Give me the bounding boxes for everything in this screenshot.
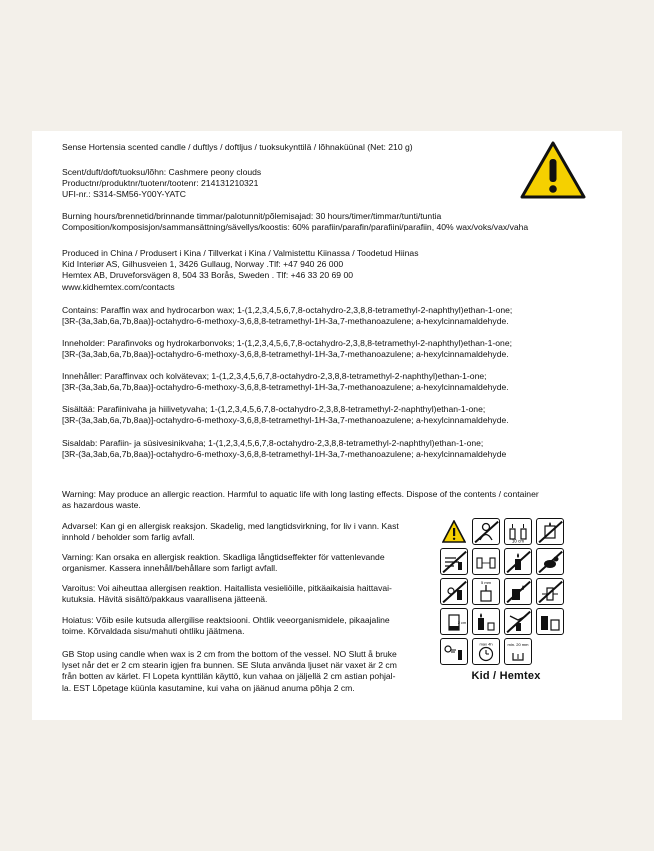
- contains-en: Contains: Paraffin wax and hydrocarbon wax; 1-(1,2,3,4,5,6,7,8-octahydro-2,3,8,8-tetramethyl-2-naphthyl)ethan-1-one; [3R-(3a,3ab,6a,7b,8aa)]-octahydro-6-methoxy-3,6,8,8-tetramethyl-1H-3a,7-methanoazulene; a-hexylcinnamaldehyde.: [62, 305, 513, 327]
- product-label: [32, 131, 622, 720]
- min-label: min. 20 mm: [507, 642, 529, 647]
- no-extinguish-water-icon: [504, 608, 532, 635]
- distance-label: 10 cm: [511, 538, 525, 543]
- contains-se: Innehåller: Paraffinvax och kolvätevax; 1-(1,2,3,4,5,6,7,8-octahydro-2,3,8,8-tetramethyl-2-naphthyl)ethan-1-one; [3R-(3a,3ab,6a,7b,8aa)]-octahydro-6-methoxy-3,6,8,8-tetramethyl-1H-3a,7-methanoazulene; a-hexylcinnamaldehyde.: [62, 371, 509, 393]
- stop-using-notice: GB Stop using candle when wax is 2 cm from the bottom of the vessel. NO Slutt å bruke lyset når det er 2 cm stearin igjen fra bunnen. SE Sluta använda ljuset när vaxet är 2 cm från botten av kärlet. FI Lopeta kynttilän käyttö, kun vahaa on jäljellä 2 cm astian pohjal- la. EST Lõpetage küünla kasutamine, kui vaha on jäänud anuma põhja 2 cm.: [62, 649, 397, 693]
- min-wax-icon: [504, 638, 532, 665]
- stop-burning-icon: [472, 608, 500, 635]
- warning-fi: Varoitus: Voi aiheuttaa allergisen reaktion. Haitallista vesieliöille, pitkäaikaisia haittavai- kutuksia. Hävitä sisältö/pakkaus vaarallisena jätteenä.: [62, 583, 392, 605]
- warning-en: Warning: May produce an allergic reaction. Harmful to aquatic life with long lasting effects. Dispose of the contents / container as hazardous waste.: [62, 489, 539, 511]
- warning-se: Varning: Kan orsaka en allergisk reaktion. Skadliga långtidseffekter för vattenlevande organismer. Kassera innehåll/behållare som farligt avfall.: [62, 552, 385, 574]
- no-sun-icon: [440, 578, 468, 605]
- no-unattended-icon: [504, 548, 532, 575]
- warning-no: Advarsel: Kan gi en allergisk reaksjon. Skadelig, med langtidsvirkning, for liv i vann. Kast innhold / beholder som farlig avfall.: [62, 521, 399, 543]
- candle-pair-icon: [536, 608, 564, 635]
- no-pets-icon: [536, 548, 564, 575]
- burning-info: Burning hours/brennetid/brinnande timmar/palotunnit/põlemisajad: 30 hours/timer/timmar/tunti/tuntia Composition/komposisjon/sammansättning/sävellys/koostis: 60% parafiin/parafin/parafiini/parafiin, 40% wax/voks/vax/vaha: [62, 211, 529, 233]
- no-flammable-icon: [536, 518, 564, 545]
- trim-wick-icon: [472, 578, 500, 605]
- contains-ee: Sisaldab: Parafiin- ja süsivesinikvaha; 1-(1,2,3,4,5,6,7,8-octahydro-2,3,8,8-tetramethyl-2-naphthyl)ethan-1-one; [3R-(3a,3ab,6a,7b,8aa)]-octahydro-6-methoxy-3,6,8,8-tetramethyl-1H-3a,7-methanoazulene; a-hexylcinnamaldehyde: [62, 438, 507, 460]
- blow-out-icon: [440, 638, 468, 665]
- min-depth-icon: [440, 608, 468, 635]
- product-header: Sense Hortensia scented candle / duftlys / doftljus / tuoksukynttilä / lõhnaküünal (Net: 210 g): [62, 142, 413, 152]
- contains-fi: Sisältää: Parafiinivaha ja hiilivetyvaha; 1-(1,2,3,4,5,6,7,8-octahydro-2,3,8,8-tetramethyl-2-naphthyl)ethan-1-one; [3R-(3a,3ab,6a,7b,8aa)]-octahydro-6-methoxy-3,6,8,8-tetramethyl-1H-3a,7-methanoazulene; a-hexylcinnamaldehyde.: [62, 404, 509, 426]
- no-move-icon: [536, 578, 564, 605]
- distance-10cm-icon: [504, 518, 532, 545]
- warning-triangle-icon: [520, 141, 586, 199]
- candle-distance-icon: [472, 548, 500, 575]
- warning-ee: Hoiatus: Võib esile kutsuda allergilise reaktsiooni. Ohtlik veeorganismidele, pikaajaline toime. Kõrvaldada sisu/mahuti ohtliku jäätmena.: [62, 615, 390, 637]
- manufacturer-info: Produced in China / Produsert i Kina / Tillverkat i Kina / Valmistettu Kiinassa / Toodetud Hiinas Kid Interiør AS, Gilhusveien 1, 3426 Gullaug, Norway .Tlf: +47 940 26 000 Hemtex AB, Druveforsvägen 8, 504 33 Borås, Sweden . Tlf: +46 33 20 69 00 www.kidhemtex.com/contacts: [62, 248, 419, 292]
- contains-no: Inneholder: Parafinvoks og hydrokarbonvoks; 1-(1,2,3,4,5,6,7,8-octahydro-2,3,8,8-tetramethyl-2-naphthyl)ethan-1-one; [3R-(3a,3ab,6a,7b,8aa)]-octahydro-6-methoxy-3,6,8,8-tetramethyl-1H-3a,7-methanoazulene; a-hexylcinnamaldehyde.: [62, 338, 512, 360]
- brand-logo: Kid / Hemtex: [471, 670, 541, 682]
- no-draft-icon: [440, 548, 468, 575]
- max-label: max 4h: [479, 641, 493, 647]
- trim-label: 5 mm: [481, 580, 491, 585]
- keep-from-children-icon: [472, 518, 500, 545]
- no-water-icon: [504, 578, 532, 605]
- product-info: Scent/duft/doft/tuoksu/lõhn: Cashmere peony clouds Productnr/produktnr/tuotenr/tootenr: 214131210321 UFI-nr.: S314-SM56-Y00Y-YATC: [62, 167, 262, 200]
- max-burn-time-icon: [472, 638, 500, 665]
- depth-label: 2 cm: [457, 621, 466, 625]
- safety-pictograms: [440, 518, 564, 665]
- warning-small-icon: [440, 518, 468, 545]
